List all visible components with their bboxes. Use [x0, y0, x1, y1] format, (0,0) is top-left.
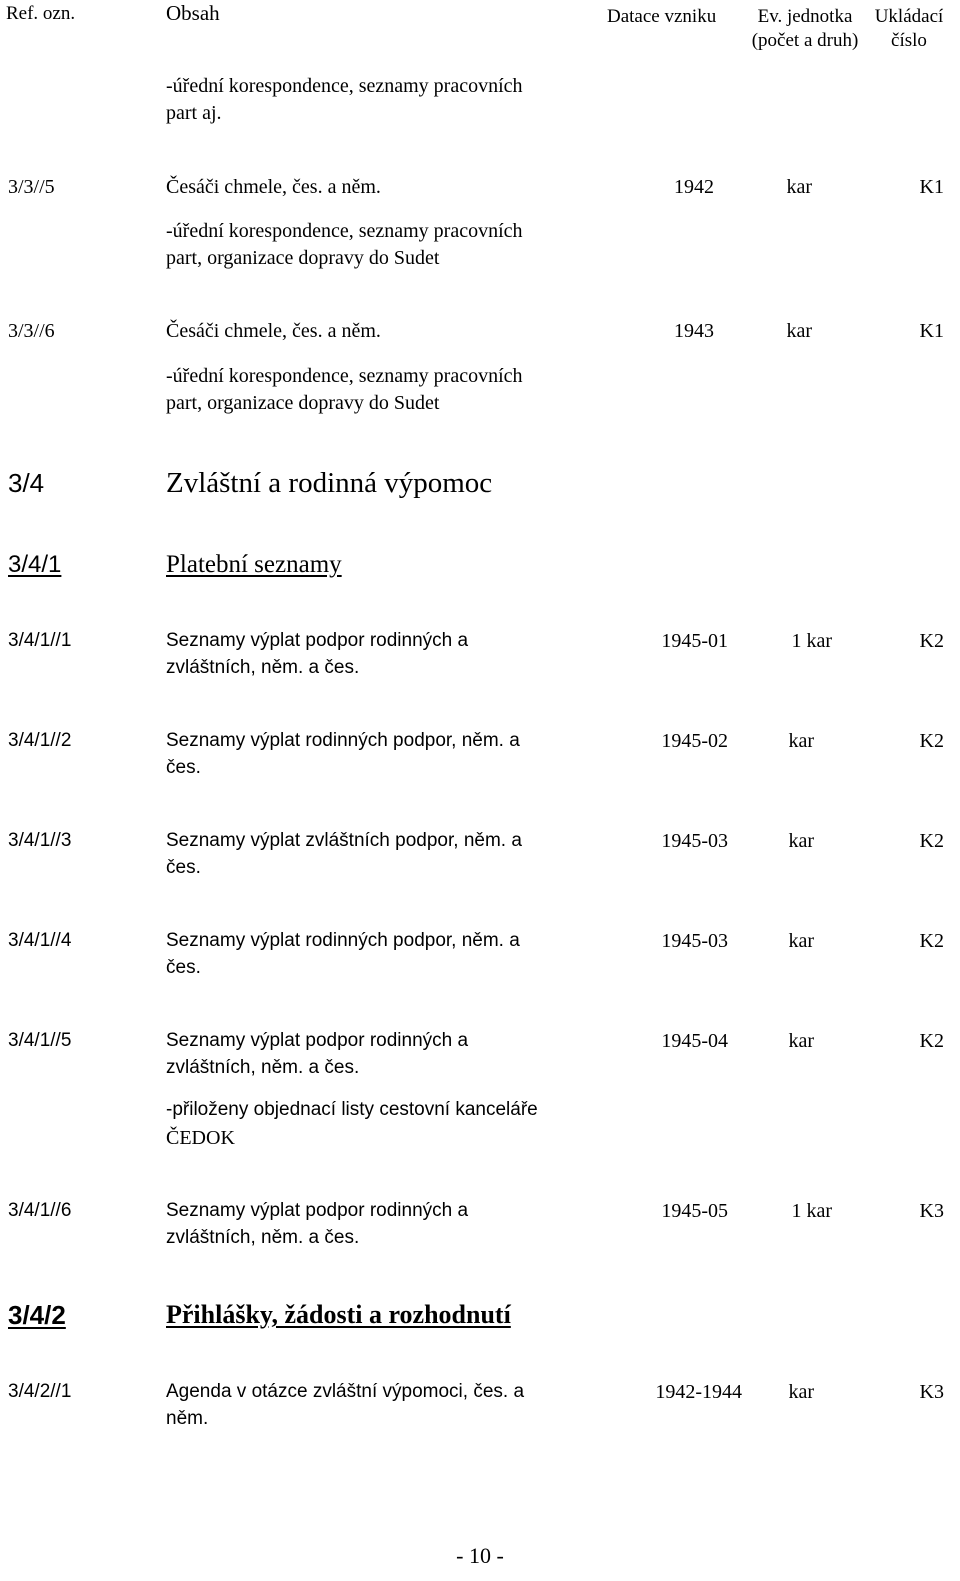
section-3-4-2-title: Přihlášky, žádosti a rozhodnutí	[166, 1300, 511, 1329]
row-4-title-line2: čes.	[166, 757, 201, 778]
row-4-title-line1: Seznamy výplat rodinných podpor, něm. a	[166, 730, 520, 751]
row-6-unit: kar	[788, 930, 814, 952]
row-1-title: Česáči chmele, čes. a něm.	[166, 176, 381, 198]
header-jednotka-line1: Ev. jednotka	[757, 6, 853, 27]
section-3-4-title: Zvláštní a rodinná výpomoc	[166, 467, 493, 499]
row-7-ref: 3/4/1//5	[8, 1030, 72, 1051]
row-9-unit: kar	[788, 1381, 814, 1403]
row-9-date: 1942-1944	[655, 1381, 742, 1403]
row-2-date: 1943	[674, 320, 714, 342]
row-3-title-line1: Seznamy výplat podpor rodinných a	[166, 630, 469, 651]
row-1-num: K1	[919, 176, 944, 198]
row-5-num: K2	[919, 830, 944, 852]
row-3-date: 1945-01	[661, 630, 728, 652]
row-6-num: K2	[919, 930, 944, 952]
row-6-title-line2: čes.	[166, 957, 201, 978]
row-0-desc-line1: -úřední korespondence, seznamy pracovních	[166, 75, 523, 97]
row-8-title-line1: Seznamy výplat podpor rodinných a	[166, 1200, 469, 1221]
row-8-unit: 1 kar	[791, 1200, 832, 1222]
row-2-title: Česáči chmele, čes. a něm.	[166, 320, 381, 342]
section-3-4-1-ref: 3/4/1	[8, 551, 62, 578]
row-7-date: 1945-04	[661, 1030, 728, 1052]
row-1-desc-line1: -úřední korespondence, seznamy pracovních	[166, 220, 523, 242]
page-number: - 10 -	[456, 1543, 504, 1568]
row-7-title-line1: Seznamy výplat podpor rodinných a	[166, 1030, 469, 1051]
row-7-unit: kar	[788, 1030, 814, 1052]
row-4-num: K2	[919, 730, 944, 752]
section-3-4-2-ref: 3/4/2	[8, 1300, 66, 1330]
header-datace: Datace vzniku	[607, 6, 717, 27]
row-5-unit: kar	[788, 830, 814, 852]
row-5-date: 1945-03	[661, 830, 728, 852]
row-9-title-line1: Agenda v otázce zvláštní výpomoci, čes. a	[166, 1381, 525, 1402]
row-1-ref: 3/3//5	[8, 176, 55, 198]
row-7-title-line2: zvláštních, něm. a čes.	[166, 1057, 360, 1078]
section-3-4-1-title: Platební seznamy	[166, 551, 342, 578]
row-5-title-line2: čes.	[166, 857, 201, 878]
row-4-ref: 3/4/1//2	[8, 730, 72, 751]
row-4-unit: kar	[788, 730, 814, 752]
row-8-title-line2: zvláštních, něm. a čes.	[166, 1227, 360, 1248]
row-9-title-line2: něm.	[166, 1408, 209, 1429]
row-8-num: K3	[919, 1200, 944, 1222]
row-3-title-line2: zvláštních, něm. a čes.	[166, 657, 360, 678]
row-7-num: K2	[919, 1030, 944, 1052]
row-8-date: 1945-05	[661, 1200, 728, 1222]
header-obsah: Obsah	[166, 1, 220, 25]
row-0-desc-line2: part aj.	[166, 102, 222, 124]
section-3-4-ref: 3/4	[8, 468, 45, 498]
row-2-ref: 3/3//6	[8, 320, 55, 342]
row-1-unit: kar	[786, 176, 812, 198]
row-1-date: 1942	[674, 176, 714, 198]
row-3-num: K2	[919, 630, 944, 652]
header-ref: Ref. ozn.	[6, 3, 76, 24]
row-5-title-line1: Seznamy výplat zvláštních podpor, něm. a	[166, 830, 522, 851]
row-8-ref: 3/4/1//6	[8, 1200, 72, 1221]
row-6-ref: 3/4/1//4	[8, 930, 72, 951]
row-6-title-line1: Seznamy výplat rodinných podpor, něm. a	[166, 930, 520, 951]
row-5-ref: 3/4/1//3	[8, 830, 72, 851]
row-4-date: 1945-02	[661, 730, 728, 752]
row-9-num: K3	[919, 1381, 944, 1403]
row-9-ref: 3/4/2//1	[8, 1381, 72, 1402]
row-3-unit: 1 kar	[791, 630, 832, 652]
row-3-ref: 3/4/1//1	[8, 630, 72, 651]
row-2-unit: kar	[786, 320, 812, 342]
header-jednotka-line2: (počet a druh)	[751, 30, 859, 51]
row-6-date: 1945-03	[661, 930, 728, 952]
row-2-num: K1	[919, 320, 944, 342]
row-2-desc-line1: -úřední korespondence, seznamy pracovních	[166, 365, 523, 387]
header-ukladaci-line2: číslo	[891, 30, 927, 51]
row-7-desc-line1: -přiloženy objednací listy cestovní kanceláře	[166, 1099, 538, 1120]
row-1-desc-line2: part, organizace dopravy do Sudet	[166, 247, 440, 269]
header-ukladaci-line1: Ukládací	[874, 6, 944, 27]
row-7-desc-line2: ČEDOK	[166, 1127, 235, 1149]
row-2-desc-line2: part, organizace dopravy do Sudet	[166, 392, 440, 414]
